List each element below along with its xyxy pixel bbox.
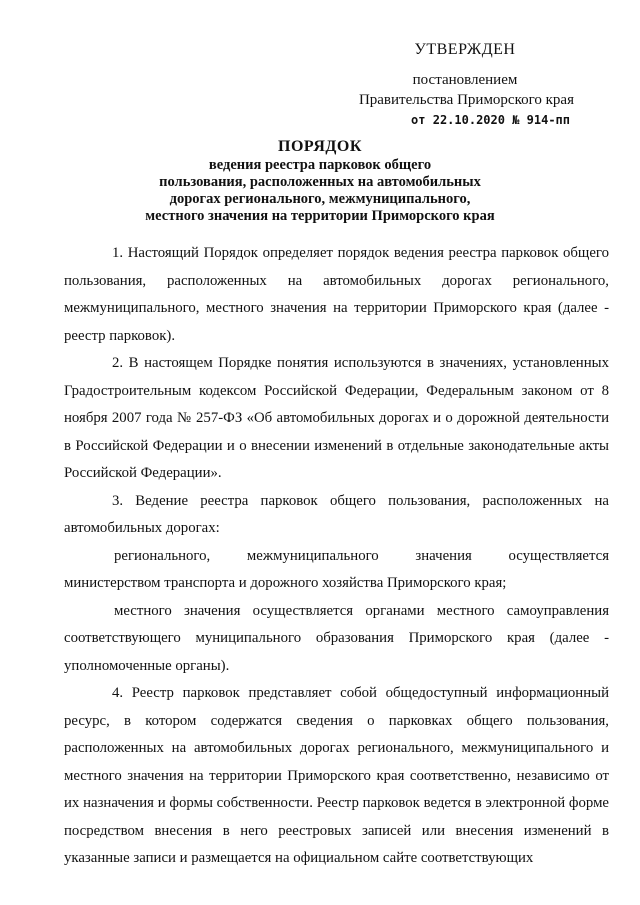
paragraph-3-regional: регионального, межмуниципального значения осуществляется министерством транспорта и дорожного хозяйства Приморского края; [64,547,609,591]
paragraph-3-local: местного значения осуществляется органами местного самоуправления соответствующего муниципального образования Приморского края (далее - уполномоченные органы). [64,602,609,674]
document-body [64,240,609,873]
paragraph-1: 1. Настоящий Порядок определяет порядок ведения реестра парковок общего пользования, расположенных на автомобильных дорогах регионального, межмуниципального, местного значения на территории Приморского края (далее - реестр парковок). [64,245,609,344]
approval-by: постановлением [412,72,518,88]
title-line: дорогах регионального, межмуниципального, [169,191,471,207]
paragraph-2: 2. В настоящем Порядке понятия используются в значениях, установленных Градостроительным кодексом Российской Федерации, Федеральным законом от 8 ноября 2007 года № 257-ФЗ «Об автомобильных дорогах и о дорожной деятельности в Российской Федерации и о внесении изменений в отдельные законодательные акты Российской Федерации». [64,355,609,481]
paragraph-4: 4. Реестр парковок представляет собой общедоступный информационный ресурс, в котором содержатся сведения о парковках общего пользования, расположенных на автомобильных дорогах регионального, межмуниципального и местного значения на территории Приморского края соответственно, независимо от их назначения и формы собственности. Реестр парковок ведется в электронной форме посредством внесения в него реестровых записей или внесения изменений в указанные записи и размещается на официальном сайте соответствующих [64,685,609,866]
title-heading: ПОРЯДОК [278,138,362,155]
approval-government: Правительства Приморского края [358,92,574,108]
title-line: ведения реестра парковок общего [208,157,432,173]
document-title [60,138,580,225]
title-line: местного значения на территории Приморского края [145,208,495,224]
approval-stamp-title: УТВЕРЖДЕН [414,41,516,58]
approval-block [350,40,580,130]
approval-number: от 22.10.2020 № 914-пп [411,113,570,127]
title-line: пользования, расположенных на автомобильных [159,174,481,190]
paragraph-3: 3. Ведение реестра парковок общего пользования, расположенных на автомобильных дорогах: [64,492,609,536]
